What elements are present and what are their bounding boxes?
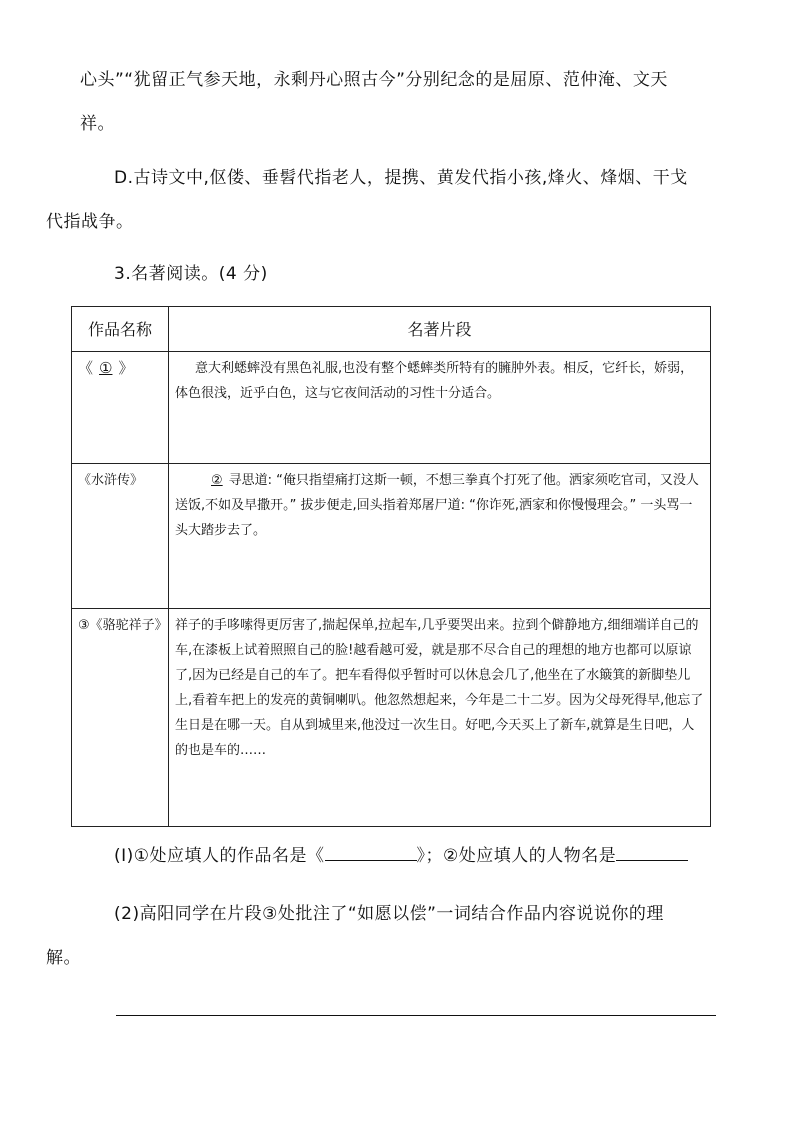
continued-line-1: 心头”“犹留正气参天地，永剩丹心照古今”分别纪念的是屈原、范仲淹、文天: [80, 70, 668, 90]
excerpt-cell-2: [169, 464, 711, 609]
continued-paragraph: [80, 58, 720, 146]
table-row: [72, 609, 711, 827]
sub-question-1-text-a: (I)①处应填人的作品名是《: [114, 846, 325, 866]
sub-question-1: [80, 834, 720, 878]
option-d-line-2: 代指战争。: [46, 212, 134, 232]
character-name-answer-line[interactable]: [616, 842, 688, 861]
work-name-cell-3: ③《骆驼祥子》: [72, 609, 169, 827]
answer-line[interactable]: [116, 1015, 716, 1016]
sub-question-2-line-2: 解。: [46, 948, 81, 968]
work-name-answer-line[interactable]: [325, 842, 417, 861]
header-excerpt: 名著片段: [169, 307, 711, 352]
works-table: [71, 306, 711, 827]
excerpt-cell-1: 意大利蟋蟀没有黑色礼服,也没有整个蟋蟀类所特有的臃肿外表。相反，它纤长，娇弱，体色很浅，近乎白色，这与它夜间活动的习性十分适合。: [169, 352, 711, 464]
header-work-name: 作品名称: [72, 307, 169, 352]
option-d-line-1: D.古诗文中,伛偻、垂髫代指老人，提携、黄发代指小孩,烽火、烽烟、干戈: [114, 168, 688, 188]
sub-question-1-text-b: 》；②处应填人的人物名是: [416, 846, 617, 866]
table-row: [72, 464, 711, 609]
question-3-title: 3.名著阅读。(4 分): [114, 264, 268, 284]
work-name-blank-1[interactable]: ①: [99, 359, 113, 377]
work-name-cell-2: 《水浒传》: [72, 464, 169, 609]
table-row: [72, 352, 711, 464]
sub-question-2-line-1: (2)高阳同学在片段③处批注了“如愿以偿”一词结合作品内容说说你的理: [114, 904, 664, 924]
excerpt-cell-3: 祥子的手哆嗦得更厉害了,揣起保单,拉起车,几乎要哭出来。拉到个僻静地方,细细端详自己的车,在漆板上试着照照自己的脸!越看越可爱，就是那不尽合自己的理想的地方也都可以原谅了,因为已经是自己的车了。把车看得似乎暂时可以休息会几了,他坐在了水簸箕的新脚垫儿上,看着车把上的发亮的黄铜喇叭。他忽然想起来，今年是二十二岁。因为父母死得早,他忘了生日是在哪一天。自从到城里来,他没过一次生日。好吧,今天买上了新车,就算是生日吧，人的也是车的……: [169, 609, 711, 827]
excerpt-text-2: 寻思道: “俺只指望痛打这斯一顿，不想三拳真个打死了他。洒家须吃官司，又没人送饭,不如及早撒开。” 拔步便走,回头指着郑屠尸道: “你诈死,洒家和你慢慢理会。” 一头骂一头大踏步去了。: [175, 473, 699, 538]
work-name-prefix: 《: [78, 359, 94, 377]
sub-question-2: [46, 892, 720, 980]
table-header-row: [72, 307, 711, 352]
work-name-suffix: 》: [118, 359, 134, 377]
continued-line-2: 祥。: [80, 114, 115, 134]
character-blank-2[interactable]: ②: [211, 473, 223, 488]
option-d-paragraph: [46, 156, 720, 244]
work-name-cell-1: [72, 352, 169, 464]
